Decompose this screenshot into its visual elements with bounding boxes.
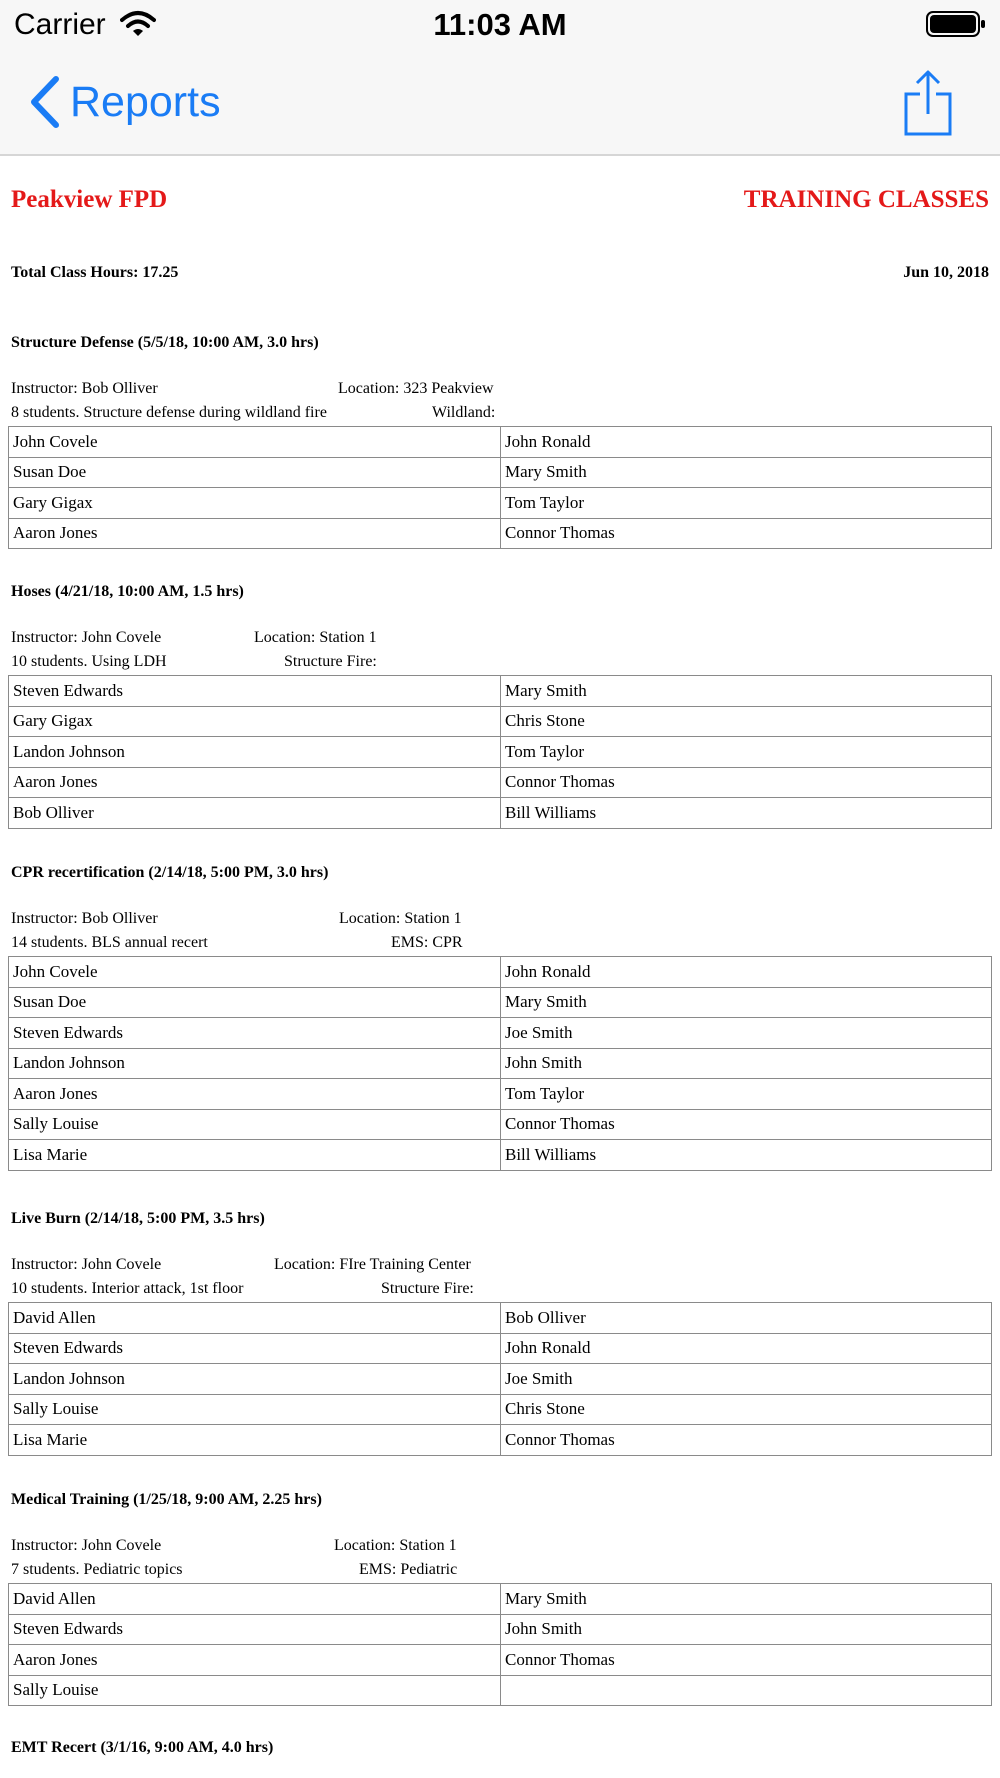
class-title: CPR recertification (2/14/18, 5:00 PM, 3.0 hrs) [11,864,329,881]
student-name: Chris Stone [501,1394,992,1425]
student-table [8,1302,992,1456]
student-name: Aaron Jones [9,1079,501,1110]
table-row [9,1675,992,1706]
student-name: Sally Louise [9,1109,501,1140]
student-name: Mary Smith [501,987,992,1018]
table-row [9,1303,992,1334]
student-name: Bob Olliver [501,1303,992,1334]
total-class-hours: Total Class Hours: 17.25 [11,264,179,281]
class-summary: 10 students. Interior attack, 1st floor [11,1280,244,1297]
student-name: Steven Edwards [9,1614,501,1645]
table-row [9,1333,992,1364]
student-name: Connor Thomas [501,1425,992,1456]
class-summary: 10 students. Using LDH [11,653,167,670]
student-name: Bill Williams [501,1140,992,1171]
student-name: Steven Edwards [9,1333,501,1364]
table-row [9,737,992,768]
student-name: David Allen [9,1303,501,1334]
chevron-left-icon [28,75,62,129]
class-category: Structure Fire: [381,1280,474,1297]
student-name: Aaron Jones [9,1645,501,1676]
navigation-bar [0,50,1000,156]
table-row [9,1018,992,1049]
back-button[interactable] [28,74,221,130]
student-name: John Ronald [501,427,992,458]
student-name: Tom Taylor [501,1079,992,1110]
student-name: Landon Johnson [9,1048,501,1079]
student-name: Steven Edwards [9,1018,501,1049]
report-date: Jun 10, 2018 [903,264,989,281]
table-row [9,957,992,988]
class-title: EMT Recert (3/1/16, 9:00 AM, 4.0 hrs) [11,1739,274,1756]
student-name: Gary Gigax [9,706,501,737]
class-location: Location: 323 Peakview [338,380,494,397]
class-title: Medical Training (1/25/18, 9:00 AM, 2.25 hrs) [11,1491,322,1508]
table-row [9,706,992,737]
student-name: David Allen [9,1584,501,1615]
report-document[interactable] [0,156,1000,1778]
student-name: Chris Stone [501,706,992,737]
report-title: TRAINING CLASSES [743,186,989,213]
clock: 11:03 AM [433,7,567,42]
class-summary: 14 students. BLS annual recert [11,934,208,951]
student-name: Mary Smith [501,676,992,707]
table-row [9,767,992,798]
class-instructor: Instructor: John Covele [11,1256,162,1273]
student-name: John Covele [9,427,501,458]
table-row [9,488,992,519]
student-name: Connor Thomas [501,1645,992,1676]
student-name: Aaron Jones [9,518,501,549]
back-button-label: Reports [70,77,221,126]
student-name: Joe Smith [501,1364,992,1395]
student-name: Connor Thomas [501,518,992,549]
table-row [9,676,992,707]
student-name: Mary Smith [501,457,992,488]
battery-icon [926,10,986,38]
table-row [9,798,992,829]
table-row [9,457,992,488]
student-table [8,1583,992,1706]
carrier-label: Carrier [14,8,106,41]
student-name: John Smith [501,1048,992,1079]
student-name: Lisa Marie [9,1140,501,1171]
student-name [501,1675,992,1706]
class-instructor: Instructor: Bob Olliver [11,910,158,927]
student-name: John Smith [501,1614,992,1645]
student-name: Sally Louise [9,1394,501,1425]
table-row [9,1394,992,1425]
student-table [8,426,992,549]
class-summary: 7 students. Pediatric topics [11,1561,183,1578]
student-name: Bob Olliver [9,798,501,829]
table-row [9,1048,992,1079]
student-name: Mary Smith [501,1584,992,1615]
student-name: Tom Taylor [501,488,992,519]
student-name: John Ronald [501,1333,992,1364]
share-icon[interactable] [900,68,956,138]
table-row [9,1425,992,1456]
class-instructor: Instructor: John Covele [11,1537,162,1554]
student-name: Landon Johnson [9,1364,501,1395]
table-row [9,1614,992,1645]
class-location: Location: Station 1 [334,1537,457,1554]
student-name: Joe Smith [501,1018,992,1049]
student-name: Steven Edwards [9,676,501,707]
student-table [8,675,992,829]
class-location: Location: FIre Training Center [274,1256,471,1273]
student-name: John Ronald [501,957,992,988]
class-title: Structure Defense (5/5/18, 10:00 AM, 3.0 hrs) [11,334,319,351]
class-title: Live Burn (2/14/18, 5:00 PM, 3.5 hrs) [11,1210,265,1227]
student-name: Bill Williams [501,798,992,829]
student-name: Sally Louise [9,1675,501,1706]
class-category: Structure Fire: [284,653,377,670]
table-row [9,1364,992,1395]
student-name: Lisa Marie [9,1425,501,1456]
class-category: EMS: Pediatric [359,1561,458,1578]
class-instructor: Instructor: Bob Olliver [11,380,158,397]
class-summary: 8 students. Structure defense during wildland fire [11,404,327,421]
class-category: Wildland: [432,404,496,421]
table-row [9,1140,992,1171]
student-name: Susan Doe [9,457,501,488]
report-subheader [11,264,989,284]
student-name: John Covele [9,957,501,988]
student-table [8,956,992,1171]
class-location: Location: Station 1 [339,910,462,927]
report-header [11,186,989,220]
table-row [9,987,992,1018]
class-category: EMS: CPR [391,934,463,951]
student-name: Gary Gigax [9,488,501,519]
table-row [9,427,992,458]
student-name: Tom Taylor [501,737,992,768]
class-title: Hoses (4/21/18, 10:00 AM, 1.5 hrs) [11,583,244,600]
organization-name: Peakview FPD [11,186,168,213]
table-row [9,518,992,549]
class-location: Location: Station 1 [254,629,377,646]
table-row [9,1079,992,1110]
student-name: Susan Doe [9,987,501,1018]
student-name: Aaron Jones [9,767,501,798]
class-instructor: Instructor: John Covele [11,629,162,646]
student-name: Connor Thomas [501,1109,992,1140]
status-bar [0,0,1000,50]
table-row [9,1645,992,1676]
table-row [9,1584,992,1615]
student-name: Connor Thomas [501,767,992,798]
table-row [9,1109,992,1140]
student-name: Landon Johnson [9,737,501,768]
